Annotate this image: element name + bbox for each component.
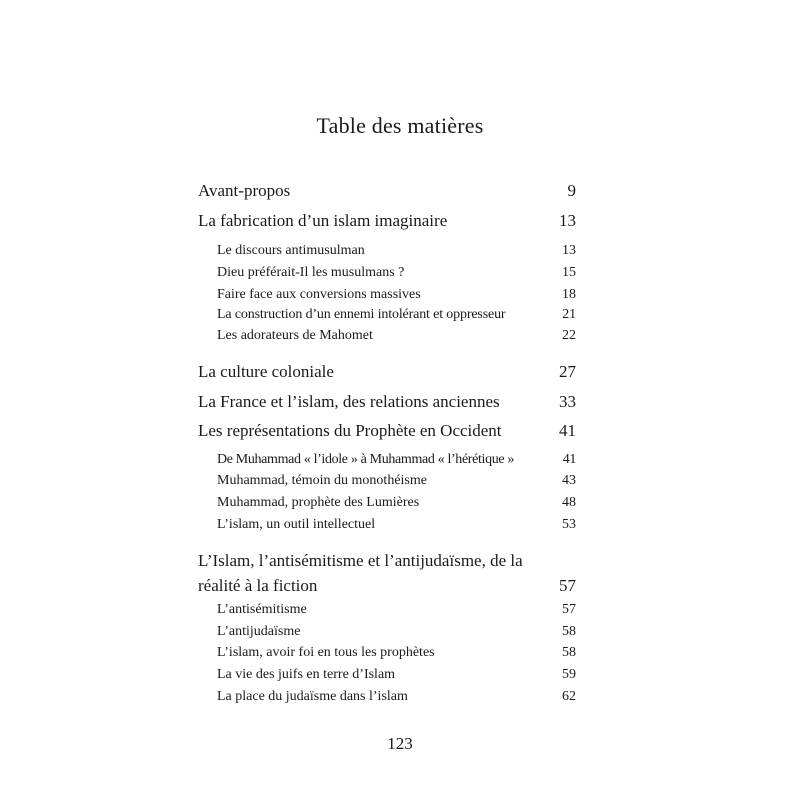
- toc-entry-section: [198, 689, 576, 705]
- toc-entry-label: Les adorateurs de Mahomet: [217, 328, 373, 343]
- toc-entry-page: 58: [562, 624, 576, 639]
- toc-entry-page: 18: [562, 287, 576, 302]
- toc-entry-chapter: [198, 548, 576, 598]
- toc-entry-section: [198, 473, 576, 489]
- toc-entry-section: [198, 265, 576, 281]
- toc-entry-page: 13: [562, 243, 576, 258]
- toc-entry-page: 21: [562, 307, 576, 322]
- toc-entry-page: 43: [562, 473, 576, 488]
- toc-entry-label: La culture coloniale: [198, 362, 334, 381]
- toc-entry-label: Avant-propos: [198, 181, 291, 200]
- toc-entry-page: 41: [559, 421, 576, 440]
- toc-entry-page: 22: [562, 328, 576, 343]
- toc-entry-section: [198, 645, 576, 661]
- toc-entry-label: Faire face aux conversions massives: [217, 287, 421, 302]
- toc-entry-label: L’antijudaïsme: [217, 624, 301, 639]
- toc-entry-page: 57: [559, 576, 576, 595]
- toc-entry-label: La fabrication d’un islam imaginaire: [198, 211, 448, 230]
- page-title: Table des matières: [316, 113, 484, 138]
- toc-entry-page: 58: [562, 645, 576, 660]
- toc-entry-label: La France et l’islam, des relations anciennes: [198, 392, 500, 411]
- toc-entry-label: Les représentations du Prophète en Occident: [198, 421, 502, 440]
- toc-entry-label-line1: L’Islam, l’antisémitisme et l’antijudaïsme, de la: [198, 551, 523, 570]
- toc-entry-label: L’islam, avoir foi en tous les prophètes: [217, 645, 435, 660]
- toc-entry-label: De Muhammad « l’idole » à Muhammad « l’hérétique »: [217, 452, 515, 467]
- toc-entry-section: [198, 624, 576, 640]
- toc-entry-page: 59: [562, 667, 576, 682]
- toc-entry-section: [198, 495, 576, 511]
- toc-entry-page: 53: [562, 517, 576, 532]
- toc-entry-chapter: [198, 362, 576, 382]
- toc-entry-section: [198, 328, 576, 344]
- toc-entry-page: 41: [562, 452, 576, 467]
- toc-entry-page: 13: [559, 211, 576, 230]
- toc-entry-section: [198, 517, 576, 533]
- toc-entry-label: Muhammad, prophète des Lumières: [217, 495, 420, 510]
- toc-entry-label: La construction d’un ennemi intolérant et oppresseur: [217, 307, 506, 322]
- toc-entry-section: [198, 667, 576, 683]
- toc-entry-label-line2: réalité à la fiction: [198, 576, 318, 595]
- toc-entry-page: 57: [562, 602, 576, 617]
- toc-entry-page: 27: [559, 362, 576, 381]
- toc-entry-page: 33: [559, 392, 576, 411]
- toc-entry-label: L’antisémitisme: [217, 602, 307, 617]
- toc-entry-section: [198, 602, 576, 618]
- toc-entry-label: La vie des juifs en terre d’Islam: [217, 667, 396, 682]
- toc-entry-label: Le discours antimusulman: [217, 243, 365, 258]
- toc-entry-avant-propos: [198, 181, 576, 201]
- toc-entry-page: 48: [562, 495, 576, 510]
- toc-entry-section: [198, 243, 576, 259]
- toc-entry-page: 62: [562, 689, 576, 704]
- toc-entry-page: 9: [567, 181, 576, 200]
- toc-entry-chapter: [198, 211, 576, 231]
- toc-entry-page: 15: [562, 265, 576, 280]
- toc-entry-label: Muhammad, témoin du monothéisme: [217, 473, 427, 488]
- toc-entry-section: [198, 452, 576, 468]
- toc-entry-chapter: [198, 421, 576, 441]
- toc-entry-label: La place du judaïsme dans l’islam: [217, 689, 408, 704]
- toc-entry-section: [198, 287, 576, 303]
- toc-entry-label: L’islam, un outil intellectuel: [217, 517, 376, 532]
- toc-entry-section: [198, 307, 576, 323]
- page-number: 123: [387, 734, 413, 753]
- toc-entry-chapter: [198, 392, 576, 412]
- toc-entry-label: Dieu préférait-Il les musulmans ?: [217, 265, 405, 280]
